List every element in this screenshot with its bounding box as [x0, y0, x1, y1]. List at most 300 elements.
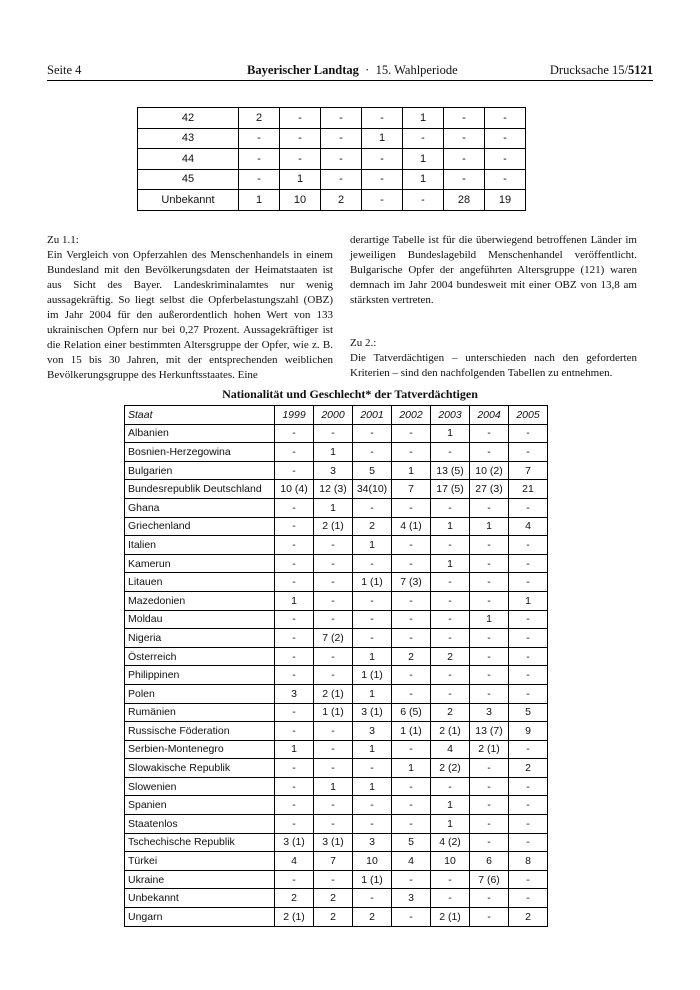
value-cell: 1	[509, 591, 548, 610]
value-cell: -	[470, 908, 509, 927]
value-cell: -	[444, 128, 485, 149]
row-label-cell: Unbekannt	[138, 190, 239, 211]
value-cell: 1 (1)	[353, 870, 392, 889]
value-cell: -	[392, 796, 431, 815]
value-cell: 1	[314, 498, 353, 517]
value-cell: -	[485, 108, 526, 129]
value-cell: -	[444, 108, 485, 129]
value-cell: 27 (3)	[470, 480, 509, 499]
parliament-name: Bayerischer Landtag	[247, 63, 359, 77]
value-cell: -	[280, 128, 321, 149]
country-cell: Ungarn	[125, 908, 275, 927]
column-header-year: 2003	[431, 406, 470, 425]
country-cell: Bosnien-Herzegowina	[125, 443, 275, 462]
value-cell: 3	[353, 833, 392, 852]
value-cell: -	[321, 108, 362, 129]
value-cell: 1	[280, 169, 321, 190]
table-row	[138, 169, 526, 190]
value-cell: -	[470, 666, 509, 685]
value-cell: -	[509, 666, 548, 685]
value-cell: 1	[470, 610, 509, 629]
value-cell: 10 (2)	[470, 461, 509, 480]
value-cell: -	[431, 666, 470, 685]
value-cell: -	[403, 190, 444, 211]
value-cell: 1 (1)	[353, 666, 392, 685]
value-cell: -	[431, 684, 470, 703]
value-cell: 2 (1)	[431, 722, 470, 741]
value-cell: 7 (2)	[314, 629, 353, 648]
value-cell: 1	[275, 591, 314, 610]
country-cell: Russische Föderation	[125, 722, 275, 741]
print-label: Drucksache 15/	[549, 63, 628, 77]
value-cell: -	[275, 647, 314, 666]
column-header-staat: Staat	[125, 406, 275, 425]
table-row	[125, 498, 548, 517]
value-cell: -	[509, 536, 548, 555]
value-cell: -	[392, 554, 431, 573]
value-cell: -	[353, 554, 392, 573]
header-separator: ·	[365, 63, 370, 77]
country-cell: Spanien	[125, 796, 275, 815]
country-cell: Mazedonien	[125, 591, 275, 610]
value-cell: -	[362, 108, 403, 129]
country-cell: Moldau	[125, 610, 275, 629]
value-cell: 1	[431, 796, 470, 815]
value-cell: -	[403, 128, 444, 149]
country-cell: Slowakische Republik	[125, 759, 275, 778]
table-row	[125, 908, 548, 927]
value-cell: 3	[353, 722, 392, 741]
left-text-column	[47, 233, 333, 383]
value-cell: -	[392, 443, 431, 462]
value-cell: -	[485, 149, 526, 170]
value-cell: 2	[239, 108, 280, 129]
country-cell: Serbien-Montenegro	[125, 740, 275, 759]
value-cell: 1 (1)	[392, 722, 431, 741]
table-row	[125, 591, 548, 610]
value-cell: 3 (1)	[275, 833, 314, 852]
section-body-1-1: Ein Vergleich von Opferzahlen des Menschenhandels in einem Bundesland mit den Bevölkerungsdaten der Heimatstaaten ist aus Sicht des Bayer. Landeskriminalamtes nur wenig aussagekräftig. So liegt selbst die Opferbelastungszahl (OBZ) im Jahr 2004 für den außerordentlich hohen Wert von 133 ukrainischen Opfern nur bei 0,27 Prozent. Aussagekräftiger ist die Relation einer bestimmten Altersgruppe der Opfer, wie z. B. von 15 bis 30 Jahren, mit der entsprechenden weiblichen Bevölkerungsgruppe des Herkunftsstaates. Eine	[47, 249, 333, 381]
value-cell: -	[509, 870, 548, 889]
value-cell: 2	[353, 517, 392, 536]
value-cell: -	[239, 128, 280, 149]
value-cell: 1	[403, 149, 444, 170]
value-cell: -	[314, 591, 353, 610]
value-cell: -	[431, 777, 470, 796]
value-cell: -	[314, 815, 353, 834]
section-body-1-1-cont: derartige Tabelle ist für die überwiegend betroffenen Länder im jeweiligen Bundeslagebild Menschenhandel veröffentlicht. Bulgarische Opfer der angeführten Altersgruppe (121) waren demnach im Jahr 2004 bundesweit mit einer OBZ von 13,8 am stärksten vertreten.	[350, 234, 637, 306]
value-cell: 2 (1)	[275, 908, 314, 927]
value-cell: 7	[392, 480, 431, 499]
value-cell: 1 (1)	[353, 573, 392, 592]
value-cell: -	[431, 573, 470, 592]
value-cell: -	[314, 722, 353, 741]
table-row	[125, 833, 548, 852]
country-cell: Griechenland	[125, 517, 275, 536]
value-cell: -	[431, 889, 470, 908]
value-cell: -	[353, 591, 392, 610]
value-cell: -	[470, 591, 509, 610]
value-cell: 2	[509, 908, 548, 927]
value-cell: -	[353, 759, 392, 778]
value-cell: 3	[314, 461, 353, 480]
country-cell: Slowenien	[125, 777, 275, 796]
value-cell: 1	[353, 777, 392, 796]
value-cell: -	[431, 498, 470, 517]
value-cell: 7	[314, 852, 353, 871]
value-cell: 2	[509, 759, 548, 778]
value-cell: 1	[431, 554, 470, 573]
value-cell: 5	[353, 461, 392, 480]
table-row	[125, 722, 548, 741]
row-label-cell: 42	[138, 108, 239, 129]
value-cell: -	[392, 740, 431, 759]
table-row	[125, 777, 548, 796]
value-cell: 2 (1)	[314, 684, 353, 703]
value-cell: -	[321, 149, 362, 170]
value-cell: 1	[392, 759, 431, 778]
value-cell: -	[509, 610, 548, 629]
value-cell: -	[509, 796, 548, 815]
value-cell: -	[275, 870, 314, 889]
country-cell: Bundesrepublik Deutschland	[125, 480, 275, 499]
value-cell: -	[392, 536, 431, 555]
value-cell: 7 (6)	[470, 870, 509, 889]
value-cell: 12 (3)	[314, 480, 353, 499]
value-cell: -	[470, 443, 509, 462]
value-cell: 2	[431, 647, 470, 666]
value-cell: 6	[470, 852, 509, 871]
period: 15. Wahlperiode	[375, 63, 458, 77]
value-cell: -	[275, 573, 314, 592]
value-cell: -	[353, 424, 392, 443]
column-header-year: 2004	[470, 406, 509, 425]
value-cell: -	[470, 889, 509, 908]
table-row	[125, 536, 548, 555]
value-cell: -	[485, 128, 526, 149]
country-cell: Österreich	[125, 647, 275, 666]
value-cell: -	[392, 684, 431, 703]
value-cell: 1	[353, 740, 392, 759]
value-cell: 1	[314, 443, 353, 462]
page-number: Seite 4	[47, 63, 82, 77]
value-cell: 3	[392, 889, 431, 908]
column-header-year: 2000	[314, 406, 353, 425]
value-cell: -	[275, 443, 314, 462]
value-cell: 4	[275, 852, 314, 871]
table-row	[125, 424, 548, 443]
value-cell: -	[509, 740, 548, 759]
value-cell: -	[509, 443, 548, 462]
value-cell: 2	[321, 190, 362, 211]
value-cell: 3 (1)	[353, 703, 392, 722]
value-cell: -	[275, 796, 314, 815]
country-cell: Philippinen	[125, 666, 275, 685]
value-cell: -	[314, 796, 353, 815]
value-cell: -	[275, 517, 314, 536]
value-cell: -	[392, 870, 431, 889]
value-cell: -	[392, 591, 431, 610]
value-cell: 1	[362, 128, 403, 149]
value-cell: 1	[314, 777, 353, 796]
table-row	[138, 149, 526, 170]
value-cell: 17 (5)	[431, 480, 470, 499]
value-cell: -	[275, 536, 314, 555]
table-row	[125, 554, 548, 573]
value-cell: 2	[314, 908, 353, 927]
value-cell: -	[444, 169, 485, 190]
table-row	[125, 852, 548, 871]
value-cell: 2 (2)	[431, 759, 470, 778]
value-cell: -	[470, 629, 509, 648]
value-cell: 10 (4)	[275, 480, 314, 499]
value-cell: -	[362, 190, 403, 211]
value-cell: -	[431, 629, 470, 648]
row-label-cell: 45	[138, 169, 239, 190]
nationality-table	[124, 405, 548, 927]
table-row	[125, 461, 548, 480]
value-cell: 1	[403, 169, 444, 190]
country-cell: Bulgarien	[125, 461, 275, 480]
value-cell: 2	[431, 703, 470, 722]
table-row	[125, 684, 548, 703]
value-cell: -	[275, 666, 314, 685]
value-cell: 4 (2)	[431, 833, 470, 852]
value-cell: -	[509, 573, 548, 592]
value-cell: 1	[275, 740, 314, 759]
value-cell: 1	[353, 536, 392, 555]
table-row	[125, 759, 548, 778]
value-cell: -	[275, 777, 314, 796]
value-cell: -	[314, 424, 353, 443]
value-cell: -	[470, 759, 509, 778]
table-row	[125, 573, 548, 592]
country-cell: Italien	[125, 536, 275, 555]
value-cell: -	[275, 610, 314, 629]
value-cell: -	[314, 759, 353, 778]
value-cell: -	[470, 536, 509, 555]
value-cell: -	[470, 424, 509, 443]
value-cell: 1	[353, 684, 392, 703]
value-cell: -	[392, 908, 431, 927]
value-cell: 3 (1)	[314, 833, 353, 852]
table-row	[125, 889, 548, 908]
value-cell: 28	[444, 190, 485, 211]
table-row	[138, 190, 526, 211]
column-header-year: 2001	[353, 406, 392, 425]
value-cell: -	[509, 424, 548, 443]
value-cell: -	[314, 740, 353, 759]
value-cell: -	[275, 554, 314, 573]
table-row	[125, 815, 548, 834]
value-cell: 3	[275, 684, 314, 703]
country-cell: Staatenlos	[125, 815, 275, 834]
value-cell: -	[239, 149, 280, 170]
value-cell: 2 (1)	[314, 517, 353, 536]
value-cell: 5	[392, 833, 431, 852]
value-cell: -	[314, 870, 353, 889]
value-cell: -	[431, 536, 470, 555]
value-cell: -	[353, 610, 392, 629]
table-row	[125, 740, 548, 759]
value-cell: -	[362, 169, 403, 190]
value-cell: -	[509, 889, 548, 908]
value-cell: -	[431, 591, 470, 610]
country-cell: Kamerun	[125, 554, 275, 573]
value-cell: -	[392, 424, 431, 443]
value-cell: -	[314, 610, 353, 629]
value-cell: -	[509, 815, 548, 834]
value-cell: -	[353, 629, 392, 648]
value-cell: 10	[431, 852, 470, 871]
country-cell: Ghana	[125, 498, 275, 517]
value-cell: -	[275, 461, 314, 480]
value-cell: 2 (1)	[470, 740, 509, 759]
value-cell: -	[353, 498, 392, 517]
value-cell: -	[321, 169, 362, 190]
value-cell: -	[431, 610, 470, 629]
value-cell: 10	[280, 190, 321, 211]
table-row	[125, 666, 548, 685]
value-cell: -	[431, 870, 470, 889]
table-row	[138, 128, 526, 149]
value-cell: -	[353, 796, 392, 815]
value-cell: 13 (7)	[470, 722, 509, 741]
value-cell: 1	[392, 461, 431, 480]
country-cell: Albanien	[125, 424, 275, 443]
value-cell: 5	[509, 703, 548, 722]
value-cell: 2 (1)	[431, 908, 470, 927]
table-row	[125, 443, 548, 462]
value-cell: 2	[275, 889, 314, 908]
value-cell: 34(10)	[353, 480, 392, 499]
value-cell: -	[509, 684, 548, 703]
column-header-year: 2005	[509, 406, 548, 425]
country-cell: Litauen	[125, 573, 275, 592]
country-cell: Türkei	[125, 852, 275, 871]
right-text-column	[350, 233, 637, 381]
value-cell: 4	[431, 740, 470, 759]
value-cell: 1	[431, 424, 470, 443]
value-cell: -	[314, 536, 353, 555]
page-header	[47, 62, 653, 81]
value-cell: 21	[509, 480, 548, 499]
value-cell: -	[275, 703, 314, 722]
value-cell: -	[509, 777, 548, 796]
value-cell: -	[280, 108, 321, 129]
value-cell: 10	[353, 852, 392, 871]
value-cell: -	[444, 149, 485, 170]
table-row	[125, 480, 548, 499]
country-cell: Polen	[125, 684, 275, 703]
value-cell: -	[314, 554, 353, 573]
value-cell: -	[470, 498, 509, 517]
country-cell: Tschechische Republik	[125, 833, 275, 852]
value-cell: -	[275, 498, 314, 517]
value-cell: -	[470, 796, 509, 815]
value-cell: 9	[509, 722, 548, 741]
table-row	[125, 647, 548, 666]
table-row	[125, 517, 548, 536]
value-cell: -	[509, 498, 548, 517]
value-cell: 2	[314, 889, 353, 908]
header-center	[247, 63, 458, 78]
value-cell: 2	[392, 647, 431, 666]
value-cell: -	[280, 149, 321, 170]
value-cell: -	[314, 647, 353, 666]
table-row	[125, 870, 548, 889]
value-cell: -	[470, 684, 509, 703]
value-cell: 6 (5)	[392, 703, 431, 722]
value-cell: -	[509, 554, 548, 573]
value-cell: -	[314, 573, 353, 592]
value-cell: -	[275, 722, 314, 741]
value-cell: -	[275, 759, 314, 778]
print-number	[550, 63, 653, 78]
value-cell: 3	[470, 703, 509, 722]
value-cell: 1	[353, 647, 392, 666]
table-row	[125, 796, 548, 815]
value-cell: 13 (5)	[431, 461, 470, 480]
value-cell: 4	[392, 852, 431, 871]
value-cell: 4 (1)	[392, 517, 431, 536]
value-cell: -	[353, 815, 392, 834]
print-num: 5121	[628, 63, 653, 77]
value-cell: -	[470, 777, 509, 796]
value-cell: 1	[470, 517, 509, 536]
table-title: Nationalität und Geschlecht* der Tatverdächtigen	[222, 387, 478, 401]
value-cell: -	[509, 647, 548, 666]
value-cell: -	[275, 815, 314, 834]
value-cell: -	[470, 554, 509, 573]
value-cell: 19	[485, 190, 526, 211]
table-row	[125, 629, 548, 648]
age-table-continued	[137, 107, 526, 211]
section-body-2: Die Tatverdächtigen – unterschieden nach den geforderten Kriterien – sind den nachfolgenden Tabellen zu entnehmen.	[350, 352, 637, 379]
value-cell: -	[485, 169, 526, 190]
value-cell: -	[275, 424, 314, 443]
section-heading-1-1: Zu 1.1:	[47, 234, 79, 246]
value-cell: -	[362, 149, 403, 170]
value-cell: -	[392, 666, 431, 685]
value-cell: -	[470, 815, 509, 834]
column-header-year: 1999	[275, 406, 314, 425]
value-cell: -	[392, 815, 431, 834]
value-cell: -	[392, 777, 431, 796]
value-cell: 7	[509, 461, 548, 480]
value-cell: 1	[431, 815, 470, 834]
value-cell: -	[314, 666, 353, 685]
value-cell: 1 (1)	[314, 703, 353, 722]
value-cell: -	[353, 443, 392, 462]
value-cell: 8	[509, 852, 548, 871]
country-cell: Unbekannt	[125, 889, 275, 908]
value-cell: -	[392, 629, 431, 648]
table-row	[125, 610, 548, 629]
value-cell: -	[509, 833, 548, 852]
value-cell: -	[353, 889, 392, 908]
value-cell: 4	[509, 517, 548, 536]
row-label-cell: 43	[138, 128, 239, 149]
country-cell: Rumänien	[125, 703, 275, 722]
country-cell: Nigeria	[125, 629, 275, 648]
value-cell: 1	[239, 190, 280, 211]
value-cell: -	[470, 647, 509, 666]
table-row	[138, 108, 526, 129]
value-cell: 2	[353, 908, 392, 927]
value-cell: -	[509, 629, 548, 648]
value-cell: -	[470, 833, 509, 852]
